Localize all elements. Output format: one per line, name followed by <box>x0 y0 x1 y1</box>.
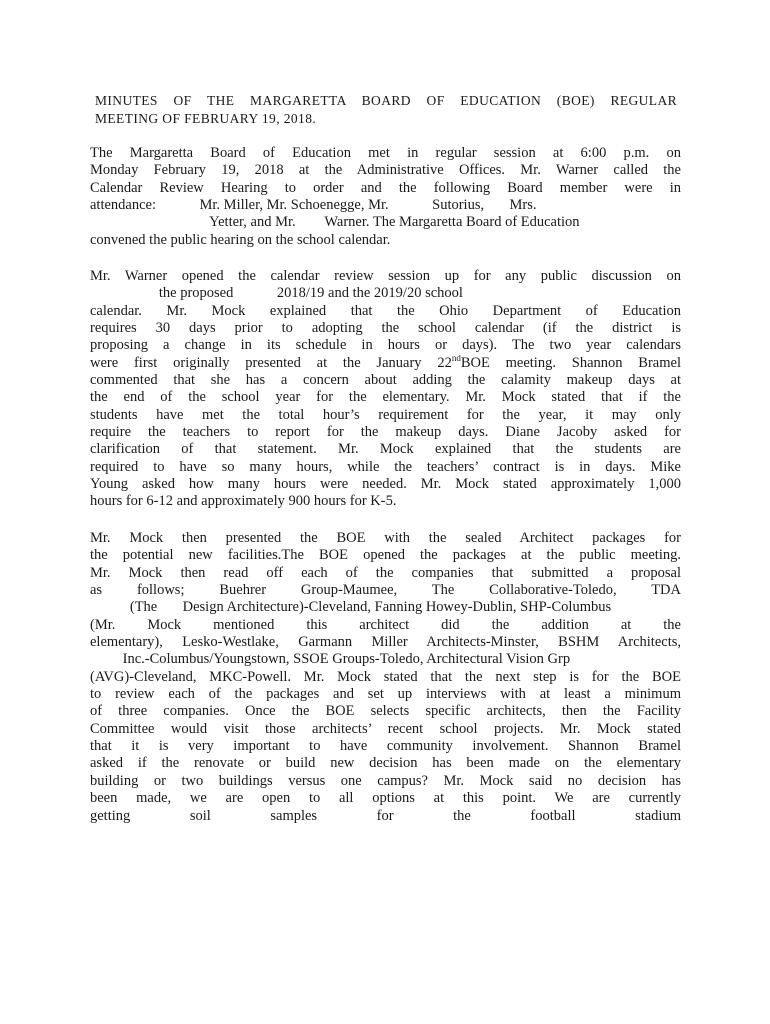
text-line: to review each of the packages and set up interviews with at least a minimum <box>90 686 681 703</box>
text-line: the end of the school year for the elementary. Mr. Mock stated that if the <box>90 389 681 406</box>
text-line: Monday February 19, 2018 at the Administrative Offices. Mr. Warner called the <box>90 162 681 179</box>
text-line: Inc.-Columbus/Youngstown, SSOE Groups-Toledo, Architectural Vision Grp <box>90 651 571 668</box>
text-line: require the teachers to report for the makeup days. Diane Jacoby asked for <box>90 424 681 441</box>
text-line: that it is very important to have community involvement. Shannon Bramel <box>90 738 681 755</box>
text-line: students have met the total hour’s requirement for the year, it may only <box>90 406 681 423</box>
title-line: MINUTES OF THE MARGARETTA BOARD OF EDUCATION (BOE) REGULAR <box>95 93 677 108</box>
text-line: asked if the renovate or build new decision has been made on the elementary <box>90 755 681 772</box>
text-line: Calendar Review Hearing to order and the following Board member were in <box>90 179 681 196</box>
paragraph-calendar-review <box>90 268 681 511</box>
text-line: The Margaretta Board of Education met in regular session at 6:00 p.m. on <box>90 145 681 161</box>
text-line: Young asked how many hours were needed. Mr. Mock stated approximately 1,000 <box>90 476 681 493</box>
text-line: (Mr. Mock mentioned this architect did the addition at the <box>90 616 681 633</box>
text-line: attendance: Mr. Miller, Mr. Schoenegge, Mr. Sutorius, Mrs. <box>90 197 537 214</box>
paragraph-opening <box>90 145 681 249</box>
text-line: Mr. Mock then presented the BOE with the sealed Architect packages for <box>90 530 681 546</box>
text-line: building or two buildings versus one campus? Mr. Mock said no decision has <box>90 772 681 789</box>
text-line: the proposed 2018/19 and the 2019/20 school <box>90 285 463 302</box>
text-line: required to have so many hours, while the teachers’ contract is in days. Mike <box>90 458 681 475</box>
text-line: convened the public hearing on the school calendar. <box>90 231 391 248</box>
text-line: requires 30 days prior to adopting the school calendar (if the district is <box>90 320 681 337</box>
document-title <box>95 92 677 128</box>
ordinal-superscript: nd <box>451 354 461 363</box>
text-line: Committee would visit those architects’ recent school projects. Mr. Mock stated <box>90 720 681 737</box>
text-line: elementary), Lesko-Westlake, Garmann Miller Architects-Minster, BSHM Architects, <box>90 634 681 651</box>
paragraph-architects <box>90 530 681 825</box>
text-line-with-superscript <box>90 355 681 372</box>
text-fragment: were first originally presented at the January 22 <box>90 354 452 371</box>
text-line: proposing a change in its schedule in hours or days). The two year calendars <box>90 337 681 354</box>
title-line: MEETING OF FEBRUARY 19, 2018. <box>95 111 317 126</box>
text-fragment: BOE meeting. Shannon Bramel <box>460 354 681 371</box>
text-line: Mr. Warner opened the calendar review session up for any public discussion on <box>90 268 681 284</box>
text-line: getting soil samples for the football stadium <box>90 807 681 824</box>
text-line: clarification of that statement. Mr. Mock explained that the students are <box>90 441 681 458</box>
text-line: (AVG)-Cleveland, MKC-Powell. Mr. Mock stated that the next step is for the BOE <box>90 668 681 685</box>
text-line: been made, we are open to all options at this point. We are currently <box>90 790 681 807</box>
text-line: the potential new facilities.The BOE opened the packages at the public meeting. <box>90 547 681 564</box>
text-line: hours for 6-12 and approximately 900 hours for K-5. <box>90 493 397 510</box>
text-line: Yetter, and Mr. Warner. The Margaretta Board of Education <box>90 214 580 231</box>
text-line: Mr. Mock then read off each of the companies that submitted a proposal <box>90 564 681 581</box>
text-line: as follows; Buehrer Group-Maumee, The Collaborative-Toledo, TDA <box>90 582 681 599</box>
text-line: commented that she has a concern about adding the calamity makeup days at <box>90 372 681 389</box>
text-line: calendar. Mr. Mock explained that the Ohio Department of Education <box>90 302 681 319</box>
text-line: (The Design Architecture)-Cleveland, Fanning Howey-Dublin, SHP-Columbus <box>90 599 612 616</box>
text-line: of three companies. Once the BOE selects specific architects, then the Facility <box>90 703 681 720</box>
